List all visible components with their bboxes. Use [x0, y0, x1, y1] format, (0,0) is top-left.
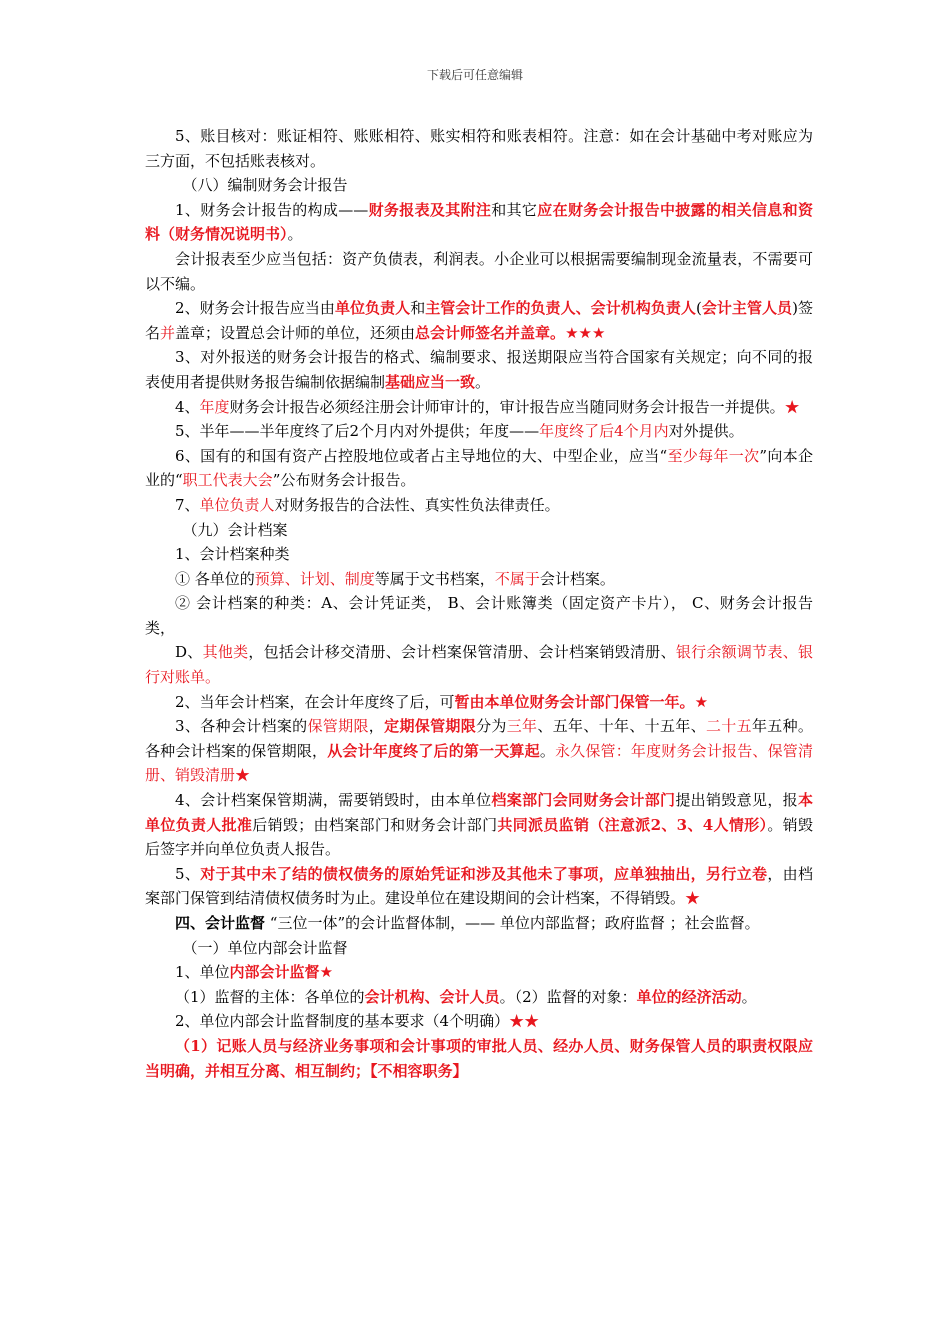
highlighted-text: 保管期限	[307, 717, 369, 736]
highlighted-text: 三年	[506, 717, 538, 736]
highlighted-text: 共同派员监销（注意派2、3、4人情形）	[497, 815, 768, 834]
highlighted-text: 会计主管人员	[701, 299, 793, 318]
highlighted-text: ★	[694, 692, 709, 711]
highlighted-text: （1）记账人员与经济业务事项和会计事项的审批人员、经办人员、财务保管人员的职责权限应当明确，并相互分离、相互制约；【不相容职务】	[145, 1036, 813, 1080]
highlighted-text: 永久保管：年度财务会计报告、保管清册、销毁清册★	[145, 741, 813, 785]
paragraph	[145, 518, 813, 543]
text-segment: ，由档案部门保管到结清债权债务时为止。建设单位在建设期间的会计档案，不得销毁。	[145, 864, 813, 908]
highlighted-text: 内部会计监督	[229, 963, 320, 982]
highlighted-text: 从会计年度终了后的第一天算起	[327, 741, 540, 760]
paragraph	[145, 1009, 813, 1034]
text-segment: 。销毁后签字并向单位负责人报告。	[145, 815, 813, 859]
highlighted-text: 会计机构、会计人员	[364, 987, 500, 1006]
text-segment: “三位一体”的会计监督体制，—— 单位内部监督；政府监督 ；社会监督。	[265, 914, 760, 932]
highlighted-text: 单位的经济活动	[636, 987, 742, 1006]
paragraph	[145, 788, 813, 862]
text-segment: 4、会计档案保管期满，需要销毁时，由本单位	[175, 791, 492, 810]
paragraph	[145, 1034, 813, 1083]
paragraph	[145, 640, 813, 689]
highlighted-text: 基础应当一致	[385, 372, 476, 391]
paragraph	[145, 124, 813, 173]
text-segment: 。	[741, 987, 757, 1006]
text-segment: ，包括会计移交清册、会计档案保管清册、会计档案销毁清册、	[248, 643, 676, 662]
paragraph	[145, 591, 813, 640]
highlighted-text: 财务报表及其附注	[368, 200, 492, 219]
text-segment: 1、单位	[175, 963, 230, 982]
text-segment: )签名	[145, 299, 813, 342]
text-segment: 对外提供。	[668, 422, 744, 441]
paragraph	[145, 690, 813, 715]
text-segment: 后销毁；由档案部门和财务会计部门	[252, 815, 498, 834]
highlighted-text: 应在财务会计报告中披露的相关信息和资料（财务情况说明书）	[145, 200, 813, 244]
highlighted-text: ★	[319, 963, 334, 982]
text-segment: 和	[410, 299, 426, 318]
paragraph	[145, 345, 813, 394]
text-segment: 2、当年会计档案，在会计年度终了后，可	[175, 692, 455, 711]
paragraph	[145, 960, 813, 985]
paragraph	[145, 493, 813, 518]
paragraph	[145, 444, 813, 493]
highlighted-text: ★	[685, 889, 701, 908]
highlighted-text: ★	[784, 397, 800, 416]
text-segment: 。（2）监督的对象：	[499, 987, 637, 1006]
text-segment: 对财务报告的合法性、真实性负法律责任。	[274, 495, 560, 514]
text-segment: 、五年、十年、十五年、	[537, 717, 706, 736]
text-segment: 财务会计报告必须经注册会计师审计的，审计报告应当随同财务会计报告一并提供。	[229, 397, 785, 416]
highlighted-text: 其他类	[202, 643, 249, 662]
text-segment: (	[695, 299, 702, 318]
paragraph	[145, 985, 813, 1010]
page-header: 下载后可任意编辑	[426, 68, 523, 82]
text-segment: 6、国有的和国有资产占控股地位或者占主导地位的大、中型企业，应当“	[175, 446, 668, 465]
text-segment: 会计报表至少应当包括：资产负债表，利润表。小企业可以根据需要编制现金流量表，不需要可以不编。	[145, 249, 813, 293]
text-segment: 分为	[476, 717, 507, 736]
document-body	[145, 124, 813, 1083]
text-segment: 年五种。各种会计档案的保管期限，	[145, 717, 813, 760]
text-segment: D、	[175, 643, 203, 662]
paragraph	[145, 395, 813, 420]
highlighted-text: 暂由本单位财务会计部门保管一年。	[454, 692, 695, 711]
paragraph	[145, 714, 813, 788]
paragraph	[145, 198, 813, 247]
paragraph	[145, 862, 813, 911]
text-segment: 3、各种会计档案的	[175, 717, 308, 736]
highlighted-text: 并	[160, 323, 176, 342]
highlighted-text: 年度终了后4个月内	[539, 422, 669, 441]
text-segment: 2、单位内部会计监督制度的基本要求（4个明确）	[175, 1012, 510, 1031]
text-segment: （一）单位内部会计监督	[182, 938, 348, 957]
paragraph	[145, 542, 813, 567]
text-segment: 2、财务会计报告应当由	[175, 299, 335, 318]
highlighted-text: 对于其中未了结的债权债务的原始凭证和涉及其他未了事项，应单独抽出，另行立卷	[200, 864, 768, 883]
text-segment: 5、账目核对：账证相符、账账相符、账实相符和账表相符。注意：如在会计基础中考对账应为三方面，不包括账表核对。	[145, 127, 813, 170]
highlighted-text: 二十五	[705, 717, 752, 736]
text-segment: 。	[475, 372, 491, 391]
highlighted-text: 定期保管期限	[384, 717, 477, 736]
text-segment: 5、	[175, 864, 201, 883]
text-segment: 5、半年——半年度终了后2个月内对外提供；年度——	[175, 422, 540, 441]
highlighted-text: ★★	[509, 1012, 540, 1031]
highlighted-text: 总会计师签名并盖章。	[415, 323, 566, 342]
text-segment: （1）监督的主体：各单位的	[175, 987, 365, 1006]
paragraph	[145, 173, 813, 198]
text-segment: （九）会计档案	[182, 520, 288, 539]
text-segment: 7、	[175, 495, 200, 514]
text-segment: 1、财务会计报告的构成——	[175, 200, 369, 219]
highlighted-text: 主管会计工作的负责人、会计机构负责人	[425, 299, 696, 318]
text-segment: ① 各单位的	[175, 569, 255, 588]
text-segment: 1、会计档案种类	[175, 545, 290, 564]
highlighted-text: 单位负责人	[199, 495, 275, 514]
text-segment: 等属于文书档案，	[374, 569, 495, 588]
paragraph	[145, 247, 813, 296]
paragraph	[145, 911, 813, 936]
highlighted-text: 本单位负责人批准	[145, 791, 813, 834]
highlighted-text: ★★★	[565, 323, 606, 342]
paragraph	[145, 567, 813, 592]
paragraph	[145, 936, 813, 961]
text-segment: 。	[539, 741, 555, 760]
highlighted-text: 预算、计划、制度	[254, 569, 375, 588]
highlighted-text: 不属于	[494, 569, 540, 588]
highlighted-text: 职工代表大会	[182, 471, 273, 490]
highlighted-text: 档案部门会同财务会计部门	[491, 791, 676, 810]
paragraph	[145, 296, 813, 345]
highlighted-text: 单位负责人	[334, 299, 411, 318]
text-segment: 会计档案。	[539, 569, 615, 588]
text-segment: （八）编制财务会计报告	[182, 176, 348, 195]
text-segment: 。	[287, 225, 303, 244]
text-segment: 盖章；设置总会计师的单位，还须由	[175, 323, 416, 342]
highlighted-text: 至少每年一次	[667, 446, 760, 465]
text-segment: ”公布财务会计报告。	[272, 471, 416, 490]
highlighted-text: 银行余额调节表、银行对账单。	[145, 643, 813, 687]
text-segment: ② 会计档案的种类：A、会计凭证类， B、会计账簿类（固定资产卡片）， C、财务会计报告类，	[145, 594, 813, 637]
text-segment: 提出销毁意见，报	[675, 791, 798, 810]
text-segment: 4、	[175, 397, 200, 416]
text-segment: 3、对外报送的财务会计报告的格式、编制要求、报送期限应当符合国家有关规定；向不同的报表使用者提供财务报告编制依据编制	[145, 348, 813, 391]
text-segment: ”向本企业的“	[145, 446, 813, 490]
highlighted-text: 四、会计监督	[175, 914, 266, 932]
highlighted-text: 年度	[199, 397, 230, 416]
text-segment: 和其它	[491, 200, 538, 219]
paragraph	[145, 419, 813, 444]
text-segment: ，	[368, 717, 385, 736]
